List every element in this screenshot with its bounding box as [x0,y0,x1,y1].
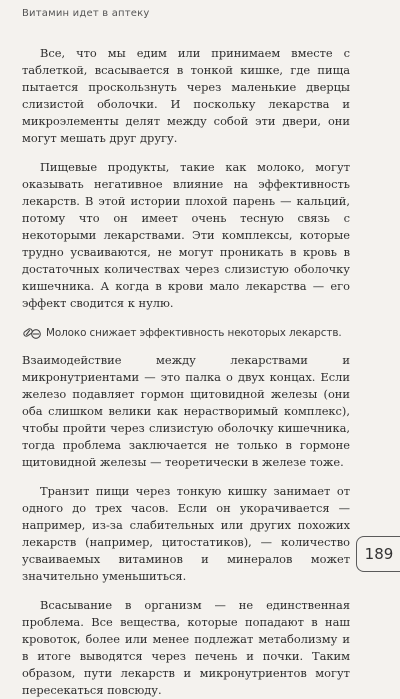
page-number: 189 [364,545,394,563]
callout-note [22,324,350,342]
pills-icon [22,324,42,342]
page-number-tab [356,536,400,572]
paragraph-2: Пищевые продукты, такие как молоко, могут оказывать негативное влияние на эффективность лекарств. В этой истории плохой парень — кальций, потому что он имеет очень тесную связь с некоторыми лекарствами. Эти комплексы, которые трудно усваиваются, не могут проникать в кровь в достаточных количествах через слизистую оболочку кишечника. А когда в крови мало лекарства — его эффект сводится к нулю. [22,160,350,310]
callout-text: Молоко снижает эффективность некоторых лекарств. [46,327,342,339]
paragraph-5: Всасывание в организм — не единственная проблема. Все вещества, которые попадают в наш кровоток, более или менее подлежат метаболизму и в итоге выводятся через печень и почки. Таким образом, пути лекарств и микронутриентов могут пересекаться повсюду. [22,598,350,697]
paragraph-3: Взаимодействие между лекарствами и микронутриентами — это палка о двух концах. Если железо подавляет гормон щитовидной железы (они оба слишком велики как нерастворимый комплекс), чтобы пройти через слизистую оболочку кишечника, тогда проблема заключается не только в гормоне щитовидной железы — теоретически в железе тоже. [22,353,350,469]
paragraph-1: Все, что мы едим или принимаем вместе с таблеткой, всасывается в тонкой кишке, где пища пытается проскользнуть через маленькие дверцы слизистой оболочки. И поскольку лекарства и микроэлементы делят между собой эти двери, они могут мешать друг другу. [22,46,350,145]
paragraph-4: Транзит пищи через тонкую кишку занимает от одного до трех часов. Если он укорачивается — например, из-за слабительных или других похожих лекарств (например, цитостатиков), — количество усваиваемых витаминов и минералов может значительно уменьшиться. [22,484,350,583]
page-body [22,45,350,699]
running-header: Витамин идет в аптеку [22,8,150,19]
